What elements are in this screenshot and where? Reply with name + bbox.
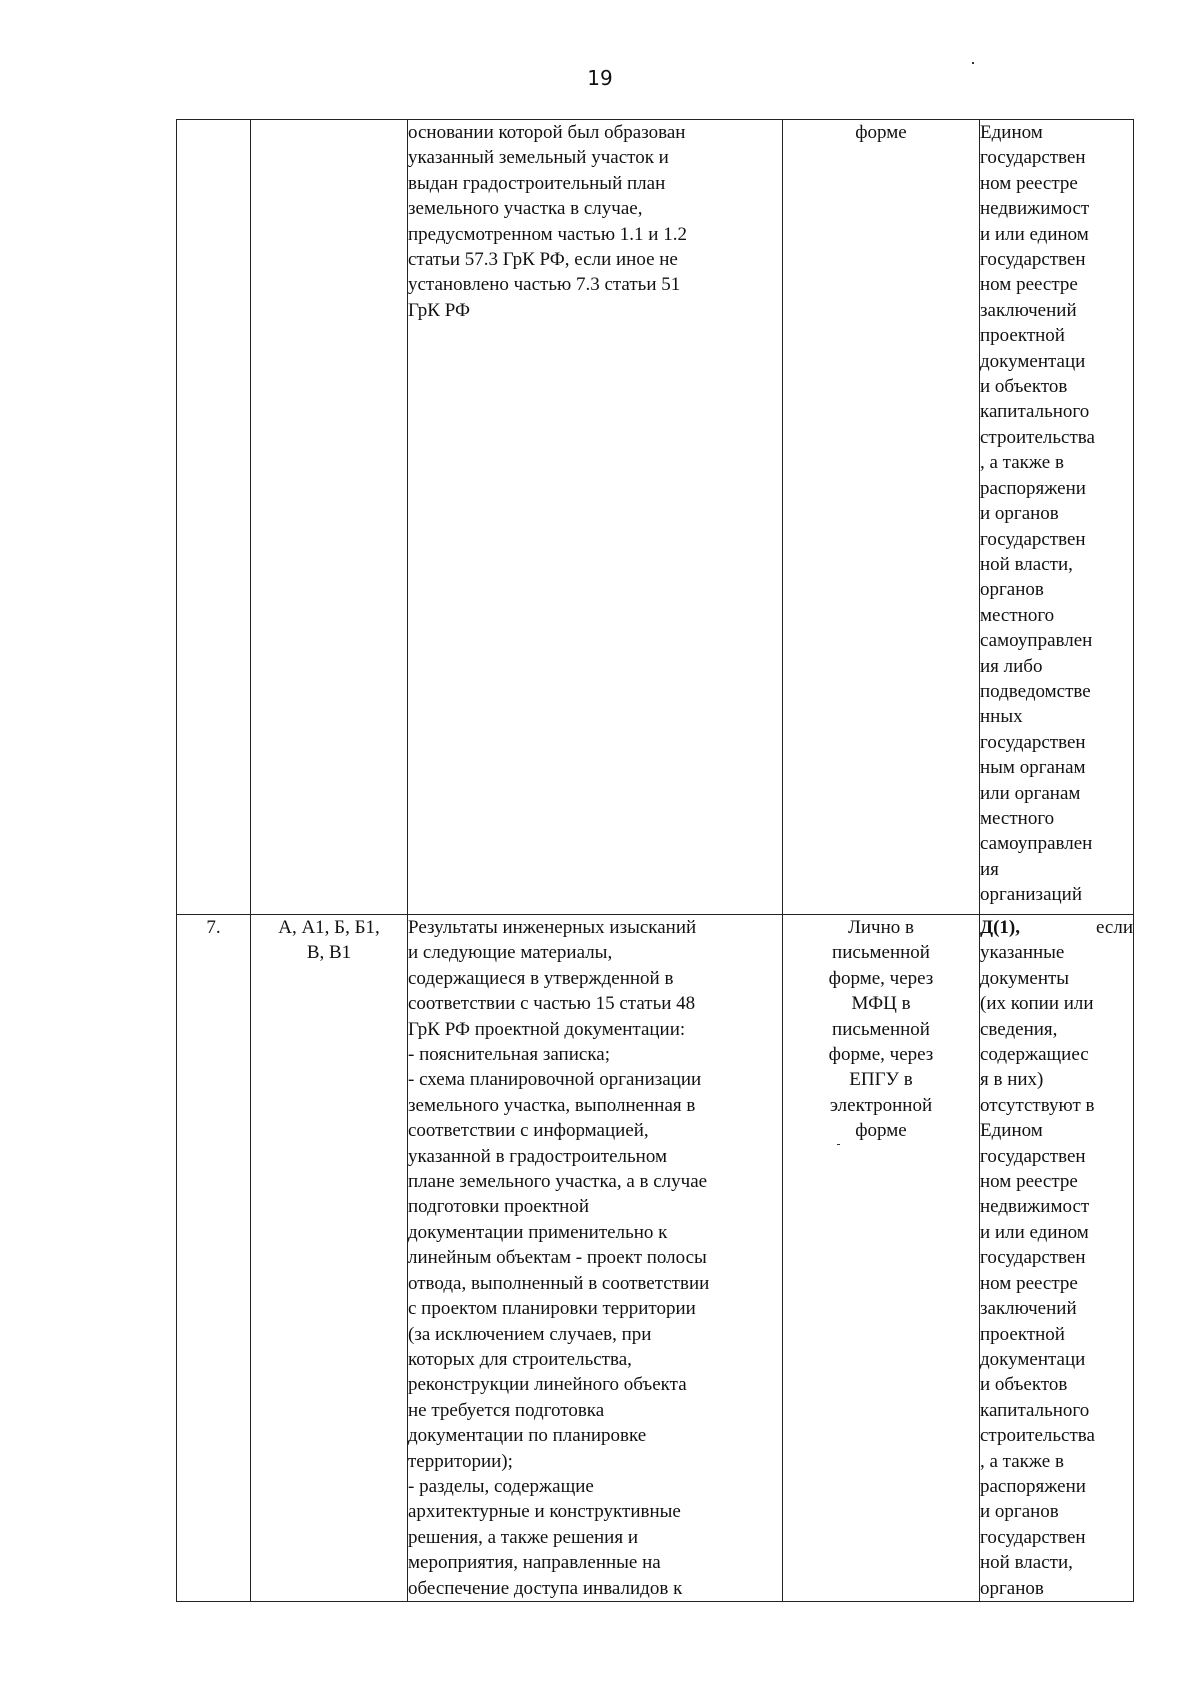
form-line: письменной	[832, 1018, 930, 1040]
form-line: форме, через	[828, 967, 934, 989]
note-line: Едином	[980, 122, 1043, 143]
description-line: соответствии с частью 15 статьи 48	[408, 993, 696, 1015]
scan-speck	[972, 62, 974, 64]
note-line: государствен	[980, 528, 1086, 550]
note-cell	[980, 915, 1134, 1602]
note-line: и органов	[980, 1501, 1059, 1523]
note-line: ным органам	[980, 757, 1086, 779]
description-line: документации применительно к	[408, 1221, 668, 1243]
note-line: заключений	[980, 1298, 1077, 1320]
note-line: государствен	[980, 1145, 1086, 1167]
note-line: организаций	[980, 884, 1083, 906]
note-line: капитального	[980, 1399, 1090, 1421]
description-line: соответствии с информацией,	[408, 1120, 649, 1142]
description-line: - схема планировочной организации	[408, 1069, 702, 1091]
description-line: указанной в градостроительном	[408, 1145, 668, 1167]
category-cell	[251, 915, 408, 1602]
row-number: 7.	[206, 917, 221, 938]
description-line: указанный земельный участок и	[408, 147, 669, 169]
note-line: проектной	[980, 1323, 1065, 1345]
description-line: (за исключением случаев, при	[408, 1323, 652, 1345]
note-line: отсутствуют в	[980, 1094, 1095, 1116]
note-line: ной власти,	[980, 553, 1073, 575]
note-line: документаци	[980, 350, 1086, 372]
description-line: плане земельного участка, а в случае	[408, 1171, 708, 1193]
description-line: установлено частью 7.3 статьи 51	[408, 274, 681, 296]
note-line: нных	[980, 706, 1023, 728]
description-line: статьи 57.3 ГрК РФ, если иное не	[408, 249, 678, 271]
note-line: распоряжени	[980, 477, 1086, 499]
form-line: форме, через	[828, 1044, 934, 1066]
note-line: и или едином	[980, 1221, 1089, 1243]
description-line: обеспечение доступа инвалидов к	[408, 1577, 683, 1599]
note-line: или органам	[980, 782, 1081, 804]
row-number-cell	[177, 915, 251, 1602]
row-number-cell	[177, 120, 251, 915]
note-line: и объектов	[980, 376, 1068, 398]
description-line: подготовки проектной	[408, 1196, 589, 1218]
description-line: Результаты инженерных изысканий	[408, 917, 697, 938]
submission-form-cell	[783, 915, 980, 1602]
description-cell	[408, 120, 783, 915]
page-number: 19	[587, 66, 613, 90]
note-line: ия	[980, 858, 999, 880]
note-line: строительства	[980, 426, 1095, 448]
note-line: государствен	[980, 731, 1086, 753]
description-line: земельного участка, выполненная в	[408, 1094, 696, 1116]
description-line: мероприятия, направленные на	[408, 1552, 661, 1574]
stray-mark	[783, 1144, 979, 1152]
note-code-rest: если	[1096, 917, 1133, 938]
description-line: решения, а также решения и	[408, 1526, 639, 1548]
note-line: , а также в	[980, 452, 1064, 474]
form-line: ЕПГУ в	[849, 1069, 913, 1091]
note-line: местного	[980, 604, 1055, 626]
note-line: заключений	[980, 299, 1077, 321]
note-code: Д(1),	[980, 917, 1020, 938]
table-row	[177, 915, 1134, 1602]
description-line: отвода, выполненный в соответствии	[408, 1272, 710, 1294]
note-line: проектной	[980, 325, 1065, 347]
description-line: - разделы, содержащие	[408, 1475, 594, 1497]
form-line: МФЦ в	[851, 993, 911, 1015]
note-line: ном реестре	[980, 1272, 1078, 1294]
note-line: подведомстве	[980, 680, 1091, 702]
form-line: форме	[855, 1120, 907, 1142]
form-line: электронной	[829, 1094, 933, 1116]
note-line: ном реестре	[980, 274, 1078, 296]
description-line: ГрК РФ проектной документации:	[408, 1018, 686, 1040]
description-line: территории);	[408, 1450, 513, 1472]
note-line: распоряжени	[980, 1475, 1086, 1497]
note-line: и объектов	[980, 1374, 1068, 1396]
description-line: реконструкции линейного объекта	[408, 1374, 687, 1396]
note-line: самоуправлен	[980, 833, 1093, 855]
description-line: ГрК РФ	[408, 299, 470, 321]
description-cell	[408, 915, 783, 1602]
note-line: ной власти,	[980, 1552, 1073, 1574]
category-line: В, В1	[306, 942, 352, 964]
note-first-line	[980, 915, 1133, 940]
note-line: капитального	[980, 401, 1090, 423]
note-line: недвижимост	[980, 198, 1090, 220]
note-line: (их копии или	[980, 993, 1094, 1015]
description-line: основании которой был образован	[408, 122, 686, 143]
table-row	[177, 120, 1134, 915]
note-line: я в них)	[980, 1069, 1044, 1091]
form-line: письменной	[832, 942, 930, 964]
description-line: не требуется подготовка	[408, 1399, 605, 1421]
note-line: документы	[980, 967, 1070, 989]
description-line: с проектом планировки территории	[408, 1298, 696, 1320]
note-line: строительства	[980, 1425, 1095, 1447]
note-line: государствен	[980, 249, 1086, 271]
note-line: ном реестре	[980, 172, 1078, 194]
description-line: документации по планировке	[408, 1425, 647, 1447]
note-line: , а также в	[980, 1450, 1064, 1472]
description-line: линейным объектам - проект полосы	[408, 1247, 707, 1269]
note-line: государствен	[980, 1247, 1086, 1269]
note-line: самоуправлен	[980, 630, 1093, 652]
note-line: местного	[980, 807, 1055, 829]
description-line: выдан градостроительный план	[408, 172, 666, 194]
category-line: А, А1, Б, Б1,	[278, 917, 380, 938]
note-line: документаци	[980, 1348, 1086, 1370]
description-line: - пояснительная записка;	[408, 1044, 610, 1066]
note-line: государствен	[980, 147, 1086, 169]
note-line: указанные	[980, 942, 1065, 964]
description-line: и следующие материалы,	[408, 942, 613, 964]
note-line: содержащиес	[980, 1044, 1089, 1066]
category-cell	[251, 120, 408, 915]
description-line: содержащиеся в утвержденной в	[408, 967, 674, 989]
description-line: которых для строительства,	[408, 1348, 632, 1370]
note-cell	[980, 120, 1134, 915]
note-line: недвижимост	[980, 1196, 1090, 1218]
note-line: ном реестре	[980, 1171, 1078, 1193]
note-line: органов	[980, 1577, 1044, 1599]
note-line: сведения,	[980, 1018, 1058, 1040]
note-line: ия либо	[980, 655, 1043, 677]
description-line: предусмотренном частью 1.1 и 1.2	[408, 223, 687, 245]
description-line: архитектурные и конструктивные	[408, 1501, 681, 1523]
note-line: и или едином	[980, 223, 1089, 245]
note-line: Едином	[980, 1120, 1043, 1142]
note-line: органов	[980, 579, 1044, 601]
note-line: и органов	[980, 503, 1059, 525]
submission-form-cell	[783, 120, 980, 915]
note-line: государствен	[980, 1526, 1086, 1548]
description-line: земельного участка в случае,	[408, 198, 643, 220]
form-line: форме	[855, 122, 907, 143]
form-line: Лично в	[848, 917, 914, 938]
requirements-table	[176, 119, 1134, 1602]
